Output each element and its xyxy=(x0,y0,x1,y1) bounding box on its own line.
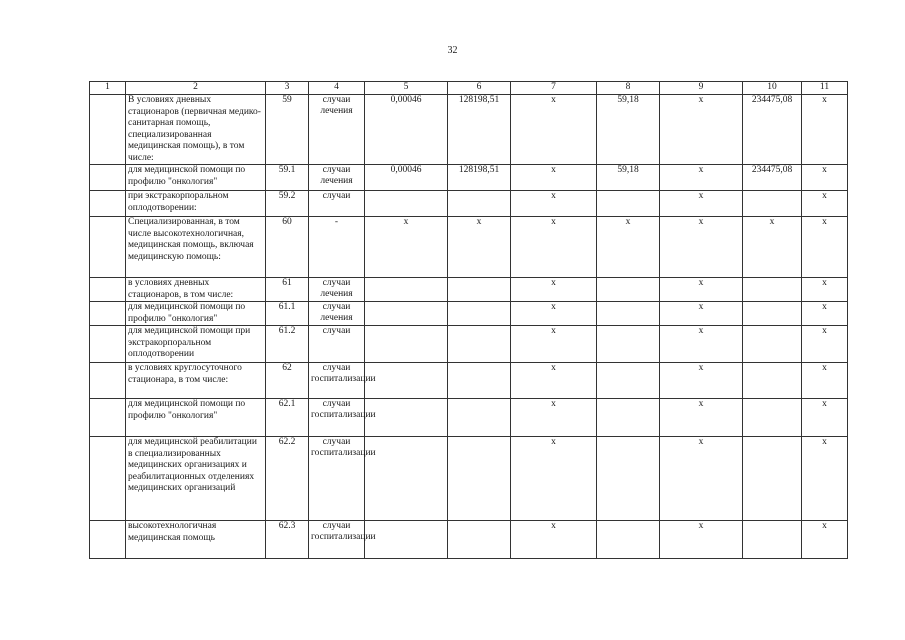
table-row xyxy=(90,326,848,363)
cell-col5: х xyxy=(365,217,448,278)
cell-col9: х xyxy=(660,437,743,521)
cell-row-code: 59.1 xyxy=(266,165,309,191)
table-row xyxy=(90,363,848,399)
cell-col6 xyxy=(448,363,511,399)
cell-row-code: 61 xyxy=(266,278,309,302)
cell-col11: х xyxy=(802,165,848,191)
cell-row-code: 62.2 xyxy=(266,437,309,521)
cell-unit: случаи xyxy=(309,191,365,217)
cell-col5: 0,00046 xyxy=(365,165,448,191)
cell-description: В условиях дневных стационаров (первичная медико-санитарная помощь, специализированная медицинская помощь), в том числе: xyxy=(126,95,266,165)
cell-col5 xyxy=(365,302,448,326)
cell-col7: х xyxy=(511,95,597,165)
cell-col9: х xyxy=(660,217,743,278)
cell-col11: х xyxy=(802,363,848,399)
cell-number xyxy=(90,302,126,326)
cell-col5 xyxy=(365,363,448,399)
cell-row-code: 61.2 xyxy=(266,326,309,363)
column-header: 9 xyxy=(660,82,743,95)
cell-col7: х xyxy=(511,437,597,521)
cell-number xyxy=(90,165,126,191)
column-header: 1 xyxy=(90,82,126,95)
table-row xyxy=(90,302,848,326)
cell-col6: 128198,51 xyxy=(448,95,511,165)
column-header: 7 xyxy=(511,82,597,95)
cell-col7: х xyxy=(511,363,597,399)
cell-col8 xyxy=(597,302,660,326)
cell-col5 xyxy=(365,399,448,437)
column-header: 2 xyxy=(126,82,266,95)
cell-col8: х xyxy=(597,217,660,278)
cell-col11: х xyxy=(802,191,848,217)
cell-col9: х xyxy=(660,165,743,191)
cell-col9: х xyxy=(660,363,743,399)
cell-col10: х xyxy=(743,217,802,278)
cell-col6: 128198,51 xyxy=(448,165,511,191)
cell-col11: х xyxy=(802,278,848,302)
cell-unit: случаи xyxy=(309,326,365,363)
cell-description: для медицинской помощи по профилю "онкология" xyxy=(126,399,266,437)
cell-row-code: 62 xyxy=(266,363,309,399)
cell-col7: х xyxy=(511,399,597,437)
cell-description: для медицинской реабилитации в специализированных медицинских организациях и реабилитационных отделениях медицинских организаций xyxy=(126,437,266,521)
cell-col6 xyxy=(448,191,511,217)
cell-number xyxy=(90,278,126,302)
cell-col10: 234475,08 xyxy=(743,165,802,191)
cell-col8 xyxy=(597,399,660,437)
cell-col9: х xyxy=(660,278,743,302)
table-row xyxy=(90,437,848,521)
cell-col7: х xyxy=(511,302,597,326)
page-number: 32 xyxy=(447,45,458,56)
cell-col10 xyxy=(743,302,802,326)
cell-number xyxy=(90,95,126,165)
cell-col11: х xyxy=(802,326,848,363)
column-header: 5 xyxy=(365,82,448,95)
cell-number xyxy=(90,437,126,521)
table-row xyxy=(90,278,848,302)
cell-unit: - xyxy=(309,217,365,278)
cell-col6: х xyxy=(448,217,511,278)
cell-col5: 0,00046 xyxy=(365,95,448,165)
cell-col8 xyxy=(597,521,660,559)
cell-unit: случаи госпитализации xyxy=(309,363,365,399)
cell-unit: случаи лечения xyxy=(309,278,365,302)
cell-col8 xyxy=(597,363,660,399)
cell-col7: х xyxy=(511,191,597,217)
cell-col6 xyxy=(448,399,511,437)
table-row xyxy=(90,95,848,165)
cell-col9: х xyxy=(660,95,743,165)
cell-col10 xyxy=(743,521,802,559)
table-row xyxy=(90,191,848,217)
cell-number xyxy=(90,217,126,278)
cell-col7: х xyxy=(511,521,597,559)
cell-col7: х xyxy=(511,326,597,363)
cell-number xyxy=(90,191,126,217)
cell-col9: х xyxy=(660,521,743,559)
cell-number xyxy=(90,326,126,363)
cell-description: Специализированная, в том числе высокотехнологичная, медицинская помощь, включая медицинскую помощь: xyxy=(126,217,266,278)
cell-col9: х xyxy=(660,191,743,217)
cell-col7: х xyxy=(511,165,597,191)
table-row xyxy=(90,165,848,191)
cell-col6 xyxy=(448,326,511,363)
cell-col10 xyxy=(743,399,802,437)
cell-row-code: 62.1 xyxy=(266,399,309,437)
cell-col11: х xyxy=(802,302,848,326)
cell-col5 xyxy=(365,326,448,363)
cell-col11: х xyxy=(802,95,848,165)
column-header: 3 xyxy=(266,82,309,95)
header-row xyxy=(90,82,848,95)
cell-col10 xyxy=(743,363,802,399)
cell-row-code: 61.1 xyxy=(266,302,309,326)
cell-col6 xyxy=(448,302,511,326)
cell-description: высокотехнологичная медицинская помощь xyxy=(126,521,266,559)
column-header: 11 xyxy=(802,82,848,95)
cell-col6 xyxy=(448,437,511,521)
cell-col5 xyxy=(365,521,448,559)
cell-col5 xyxy=(365,191,448,217)
cell-col8 xyxy=(597,326,660,363)
cell-number xyxy=(90,521,126,559)
cell-number xyxy=(90,399,126,437)
cell-col11: х xyxy=(802,521,848,559)
table-row xyxy=(90,399,848,437)
cell-col9: х xyxy=(660,399,743,437)
cell-col8 xyxy=(597,191,660,217)
cell-description: для медицинской помощи по профилю "онкология" xyxy=(126,165,266,191)
cell-col11: х xyxy=(802,217,848,278)
cell-row-code: 59 xyxy=(266,95,309,165)
cell-col10 xyxy=(743,326,802,363)
cell-description: для медицинской помощи по профилю "онкология" xyxy=(126,302,266,326)
cell-col5 xyxy=(365,437,448,521)
cell-unit: случаи госпитализации xyxy=(309,437,365,521)
cell-col8: 59,18 xyxy=(597,95,660,165)
cell-col7: х xyxy=(511,217,597,278)
cell-unit: случаи лечения xyxy=(309,302,365,326)
cell-col8: 59,18 xyxy=(597,165,660,191)
cell-col6 xyxy=(448,278,511,302)
data-table xyxy=(89,81,848,559)
cell-col10 xyxy=(743,437,802,521)
cell-col11: х xyxy=(802,437,848,521)
cell-row-code: 60 xyxy=(266,217,309,278)
column-header: 6 xyxy=(448,82,511,95)
table-row xyxy=(90,217,848,278)
cell-description: в условиях круглосуточного стационара, в том числе: xyxy=(126,363,266,399)
cell-unit: случаи лечения xyxy=(309,95,365,165)
cell-description: при экстракорпоральном оплодотворении: xyxy=(126,191,266,217)
cell-col10 xyxy=(743,278,802,302)
cell-col7: х xyxy=(511,278,597,302)
cell-col8 xyxy=(597,278,660,302)
cell-col9: х xyxy=(660,326,743,363)
cell-unit: случаи госпитализации xyxy=(309,399,365,437)
cell-unit: случаи госпитализации xyxy=(309,521,365,559)
cell-col10: 234475,08 xyxy=(743,95,802,165)
cell-col11: х xyxy=(802,399,848,437)
cell-col10 xyxy=(743,191,802,217)
cell-row-code: 59.2 xyxy=(266,191,309,217)
cell-col6 xyxy=(448,521,511,559)
cell-col5 xyxy=(365,278,448,302)
column-header: 8 xyxy=(597,82,660,95)
column-header: 4 xyxy=(309,82,365,95)
cell-col8 xyxy=(597,437,660,521)
table-row xyxy=(90,521,848,559)
cell-description: для медицинской помощи при экстракорпоральном оплодотворении xyxy=(126,326,266,363)
cell-number xyxy=(90,363,126,399)
cell-description: в условиях дневных стационаров, в том числе: xyxy=(126,278,266,302)
cell-row-code: 62.3 xyxy=(266,521,309,559)
column-header: 10 xyxy=(743,82,802,95)
cell-unit: случаи лечения xyxy=(309,165,365,191)
cell-col9: х xyxy=(660,302,743,326)
